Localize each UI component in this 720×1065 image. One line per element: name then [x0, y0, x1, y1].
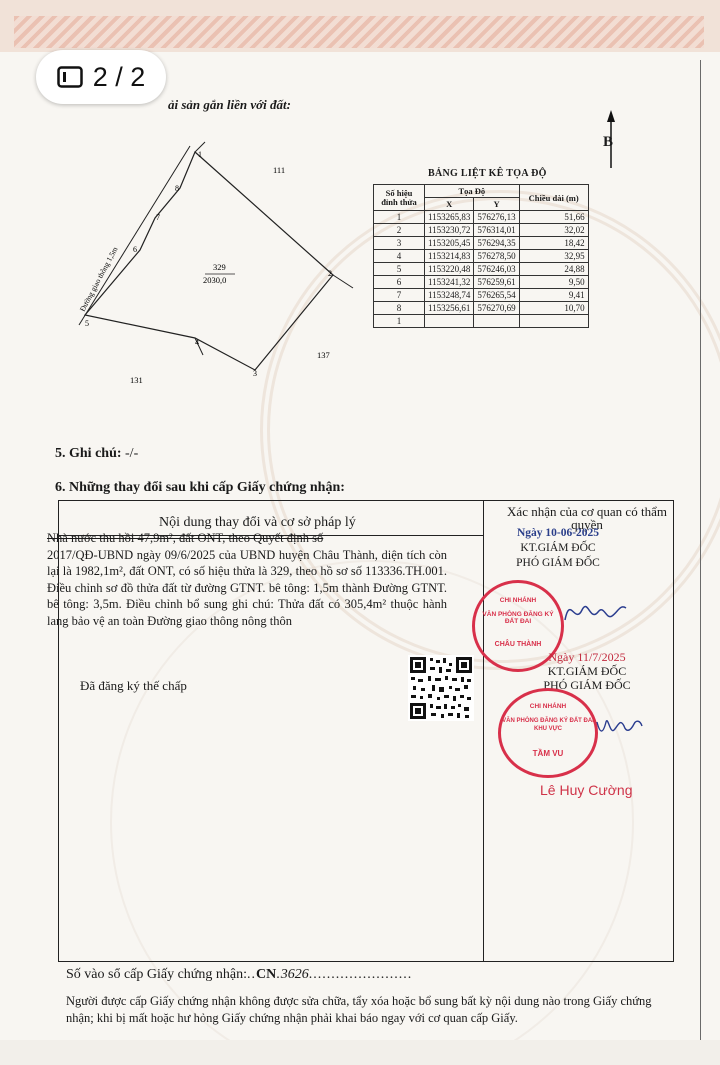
cert-number-prefix: CN	[256, 967, 277, 982]
section5	[55, 446, 138, 462]
coord-cell-y: 576278,50	[474, 250, 519, 263]
coord-cell-length: 10,70	[519, 302, 588, 315]
coord-cell-x	[425, 315, 474, 328]
col-y-header: Y	[474, 198, 519, 211]
signature-2	[594, 712, 644, 740]
coord-cell-y: 576276,13	[474, 211, 519, 224]
coord-cell-length: 32,02	[519, 224, 588, 237]
parcel-boundary	[85, 152, 333, 370]
coord-cell-y: 576270,69	[474, 302, 519, 315]
col-point-header: Số hiệu đỉnh thửa	[374, 185, 425, 211]
coord-cell-x: 1153220,48	[425, 263, 474, 276]
cert1-line1: KT.GIÁM ĐỐC	[520, 542, 596, 554]
coord-row	[374, 237, 589, 250]
stamp2-bottom: TẦM VU	[532, 749, 564, 758]
vertex-3: 3	[253, 369, 257, 378]
coord-row	[374, 250, 589, 263]
coord-cell-id: 1	[374, 211, 425, 224]
coord-cell-x: 1153230,72	[425, 224, 474, 237]
coord-cell-x: 1153214,83	[425, 250, 474, 263]
top-border-band	[0, 0, 720, 52]
coord-row	[374, 224, 589, 237]
coord-cell-length: 32,95	[519, 250, 588, 263]
coord-cell-id: 1	[374, 315, 425, 328]
coord-cell-id: 6	[374, 276, 425, 289]
coord-cell-id: 5	[374, 263, 425, 276]
signature-1	[560, 590, 630, 630]
stamp1-top: CHI NHÁNH	[499, 597, 537, 604]
coord-cell-x: 1153241,32	[425, 276, 474, 289]
cert2-line2: PHÓ GIÁM ĐỐC	[543, 678, 631, 692]
neighbor-131: 131	[130, 375, 143, 385]
coord-cell-x: 1153248,74	[425, 289, 474, 302]
section5-heading: 5. Ghi chú:	[55, 446, 122, 461]
coord-cell-length: 9,50	[519, 276, 588, 289]
vertex-4: 4	[195, 338, 199, 347]
changes-col-right-header: Xác nhận của cơ quan có thẩm quyền	[507, 504, 667, 532]
cert-number-value: 3626	[280, 967, 309, 982]
vertex-8: 8	[175, 184, 179, 193]
changes-body-text: 2017/QĐ-UBND ngày 09/6/2025 của UBND huyện Châu Thành, diện tích còn lại là 1982,1m², đất ONT, có số hiệu thửa là 329, theo hồ sơ số 113336.TH.001. Điều chỉnh sơ đồ thửa đất từ đường GTNT. bê tông: 1,5m thành Đường GTNT. bê tông: 3,5m. Điều chỉnh bổ sung ghi chú: Thửa đất có 305,4m² thuộc hành lang bảo vệ an toàn Đường giao thông nông thôn	[47, 547, 447, 628]
coord-cell-y: 576265,54	[474, 289, 519, 302]
coord-cell-y: 576246,03	[474, 263, 519, 276]
coord-table	[373, 184, 589, 328]
certification-1	[478, 526, 638, 571]
vertex-1: 1	[198, 150, 202, 159]
stamp2-mid: VĂN PHÒNG ĐĂNG KÝ ĐẤT ĐAI KHU VỰC	[502, 718, 594, 732]
page-icon	[57, 66, 83, 88]
parcel-area: 2030,0	[203, 275, 227, 285]
coord-row	[374, 263, 589, 276]
coord-cell-id: 3	[374, 237, 425, 250]
signer-name: Lê Huy Cường	[540, 782, 633, 798]
vertex-5: 5	[85, 319, 89, 328]
changes-body-strike: Nhà nước thu hồi 47,9m², đất ONT, theo Quyết định số	[47, 531, 324, 545]
coord-row	[374, 302, 589, 315]
vertex-2: 2	[328, 269, 332, 278]
section-header-fragment: ải sản gắn liền với đất:	[168, 97, 291, 112]
coord-row	[374, 315, 589, 328]
parcel-number: 329	[213, 262, 226, 272]
coord-row	[374, 276, 589, 289]
red-stamp-tam-vu	[498, 688, 598, 778]
qr-code	[408, 655, 474, 721]
coord-cell-length: 51,66	[519, 211, 588, 224]
coord-cell-id: 2	[374, 224, 425, 237]
page-indicator-badge[interactable]	[36, 50, 166, 104]
cert1-date: Ngày 10-06-2025	[516, 527, 600, 539]
coord-cell-y: 576294,35	[474, 237, 519, 250]
coord-cell-length	[519, 315, 588, 328]
neighbor-111: 111	[273, 165, 286, 175]
cert2-date: Ngày 11/7/2025	[548, 650, 626, 664]
col-x-header: X	[425, 198, 474, 211]
cert2-line1: KT.GIÁM ĐỐC	[547, 664, 627, 678]
mortgage-note: Đã đăng ký thế chấp	[80, 678, 187, 693]
col-length-header: Chiều dài (m)	[519, 185, 588, 211]
certification-2	[512, 650, 662, 692]
coord-cell-y: 576314,01	[474, 224, 519, 237]
stamp1-bottom: CHÂU THÀNH	[494, 641, 542, 648]
coord-cell-length: 24,88	[519, 263, 588, 276]
stamp1-mid: VĂN PHÒNG ĐĂNG KÝ ĐẤT ĐAI	[482, 611, 554, 625]
decorative-border	[14, 16, 704, 48]
coord-cell-x: 1153265,83	[425, 211, 474, 224]
page-edge-line	[700, 60, 701, 1060]
col-coord-header: Tọa Độ	[425, 185, 520, 198]
cert-number-label: Số vào sổ cấp Giấy chứng nhận:	[66, 967, 247, 982]
changes-col-left-header: Nội dung thay đổi và cơ sở pháp lý	[159, 515, 356, 530]
vertex-7: 7	[156, 213, 160, 222]
north-label: B	[603, 134, 614, 150]
parcel-map	[55, 140, 365, 400]
stamp2-top: CHI NHÁNH	[529, 703, 567, 710]
road-line	[79, 146, 190, 325]
neighbor-137: 137	[317, 350, 330, 360]
section5-value: -/-	[125, 446, 139, 461]
vertex-6: 6	[133, 245, 137, 254]
scan-bottom-edge	[0, 1040, 720, 1065]
coord-row	[374, 211, 589, 224]
coord-cell-id: 4	[374, 250, 425, 263]
cert1-line2: PHÓ GIÁM ĐỐC	[516, 557, 600, 569]
coord-cell-id: 7	[374, 289, 425, 302]
coord-cell-id: 8	[374, 302, 425, 315]
coord-row	[374, 289, 589, 302]
coord-cell-x: 1153256,61	[425, 302, 474, 315]
page-indicator-text: 2 / 2	[92, 61, 146, 92]
coord-table-title: BẢNG LIỆT KÊ TỌA ĐỘ	[428, 168, 547, 179]
road-label: Đường giao thông 1,5m	[77, 245, 120, 313]
changes-body	[47, 530, 447, 629]
section6-heading: 6. Những thay đổi sau khi cấp Giấy chứng nhận:	[55, 480, 345, 495]
coord-cell-length: 9,41	[519, 289, 588, 302]
coord-cell-length: 18,42	[519, 237, 588, 250]
coord-cell-y	[474, 315, 519, 328]
coord-cell-x: 1153205,45	[425, 237, 474, 250]
footer-notice: Người được cấp Giấy chứng nhận không được sửa chữa, tẩy xóa hoặc bổ sung bất kỳ nội dung nào trong Giấy chứng nhận; khi bị mất hoặc hư hỏng Giấy chứng nhận phải khai báo ngay với cơ quan cấp Giấy.	[66, 994, 652, 1025]
coord-cell-y: 576259,61	[474, 276, 519, 289]
cert-number-line: Số vào sổ cấp Giấy chứng nhận:..CN.3626.......................	[66, 967, 413, 982]
